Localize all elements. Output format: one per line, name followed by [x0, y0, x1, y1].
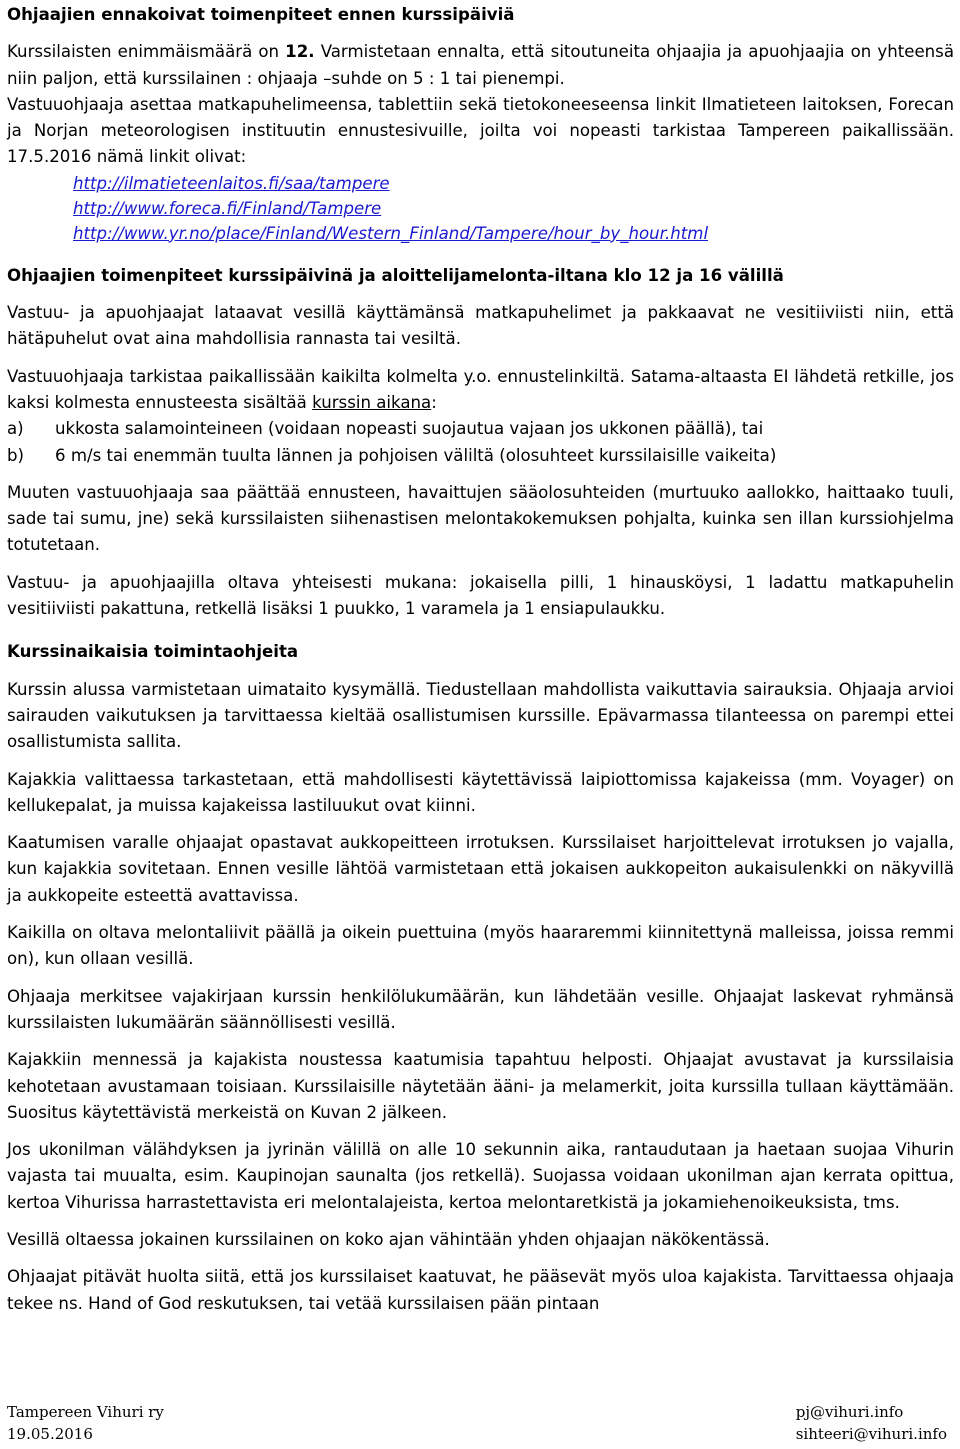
footer-email-secretary: sihteeri@vihuri.info: [795, 1425, 947, 1443]
max-participants-value: 12.: [285, 42, 315, 62]
footer-left: [7, 1401, 164, 1445]
footer-email-chair: pj@vihuri.info: [795, 1403, 904, 1421]
list-marker: b): [7, 445, 25, 465]
section-heading-preparation: Ohjaajien ennakoivat toimenpiteet ennen kurssipäiviä: [7, 5, 515, 24]
paragraph-leader-decision: Muuten vastuuohjaaja saa päättää ennusteen, havaittujen sääolosuhteiden (murtuuko aallokko, haittaako tuuli, sade tai sumu, jne) sekä kurssilaisten siihenastisen melontakokemuksen pohjalta, kuinka sen illan kurssiohjelma totutetaan.: [7, 482, 954, 555]
paragraph-instruction: Kurssin alussa varmistetaan uimataito kysymällä. Tiedustellaan mahdollista vaikuttavia sairauksia. Ohjaaja arvioi sairauden vaikutuksen ja tarvittaessa kieltää osallistumisen kurssille. Epävarmassa tilanteessa on parempi ettei osallistumista sallita.: [7, 679, 954, 752]
footer-right: [796, 1401, 947, 1445]
link-foreca[interactable]: http://www.foreca.fi/Finland/Tampere: [73, 198, 382, 218]
document-body: [7, 0, 954, 1317]
page-footer: [7, 1401, 947, 1445]
paragraph-instruction: Kajakkiin mennessä ja kajakista noustessa kaatumisia tapahtuu helposti. Ohjaajat avustavat ja kurssilaisia kehotetaan avustamaan toisiaan. Kurssilaisille näytetään ääni- ja melamerkit, joita kurssilla tullaan käyttämään. Suositus käytettävistä merkeistä on Kuvan 2 jälkeen.: [7, 1050, 954, 1122]
list-item: [7, 443, 954, 469]
list-item: [7, 416, 954, 442]
list-marker: a): [7, 419, 24, 439]
link-ilmatieteenlaitos[interactable]: http://ilmatieteenlaitos.fi/saa/tampere: [73, 173, 390, 193]
list-text: 6 m/s tai enemmän tuulta lännen ja pohjoisen väliltä (olosuhteet kurssilaisille vaikeita): [55, 445, 777, 465]
footer-org: Tampereen Vihuri ry: [7, 1403, 164, 1421]
link-yr[interactable]: http://www.yr.no/place/Finland/Western_Finland/Tampere/hour_by_hour.html: [73, 223, 709, 243]
footer-date: 19.05.2016: [7, 1425, 93, 1443]
paragraph-instruction: Ohjaajat pitävät huolta siitä, että jos kurssilaiset kaatuvat, he pääsevät myös uloa kajakista. Tarvittaessa ohjaaja tekee ns. Hand of God reskutuksen, tai vetää kurssilaisen pään pintaan: [7, 1267, 954, 1313]
paragraph-instruction: Vesillä oltaessa jokainen kurssilainen on koko ajan vähintään yhden ohjaajan näkökentässä.: [7, 1229, 770, 1249]
paragraph-weather-links: Vastuuohjaaja asettaa matkapuhelimeensa, tablettiin sekä tietokoneeseensa linkit Ilmatieteen laitoksen, Forecan ja Norjan meteorologisen instituutin ennustesivuille, joilta voi nopeasti tarkistaa Tampereen paikallissään. 17.5.2016 nämä linkit olivat:: [7, 94, 954, 167]
paragraph-instruction: Jos ukonilman välähdyksen ja jyrinän välillä on alle 10 sekunnin aika, rantaudutaan ja haetaan suojaa Vihurin vajasta tai muualta, esim. Kaupinojan saunalta (jos retkellä). Suojassa voidaan ukonilman ajan kerrata opittua, kertoa Vihurissa harrastettavista eri melontalajeista, kertoa melontaretkistä ja jokamiehenoikeuksista, tms.: [7, 1140, 954, 1212]
paragraph-max-participants: Kurssilaisten enimmäismäärä on 12. Varmistetaan ennalta, että sitoutuneita ohjaajia ja apuohjaajia on yhteensä niin paljon, että kurssilainen : ohjaaja –suhde on 5 : 1 tai pienempi.: [7, 42, 954, 88]
list-text: ukkosta salamointeineen (voidaan nopeasti suojautua vajaan jos ukkonen päällä), tai: [55, 419, 764, 439]
section-heading-instructions: Kurssinaikaisia toimintaohjeita: [7, 642, 299, 662]
paragraph-equipment: Vastuu- ja apuohjaajilla oltava yhteisesti mukana: jokaisella pilli, 1 hinausköysi, 1 ladattu matkapuhelin vesitiiviisti pakattuna, retkellä lisäksi 1 puukko, 1 varamela ja 1 ensiapulaukku.: [7, 572, 954, 619]
paragraph-instruction: Kaatumisen varalle ohjaajat opastavat aukkopeitteen irrotuksen. Kurssilaiset harjoittelevat irrotuksen jo vajalla, kun kajakkia sovitetaan. Ennen vesille lähtöä varmistetaan että jokaisen aukkopeiton aukaisulenkki on näkyvillä ja aukkopeite esteettä avattavissa.: [7, 833, 954, 905]
paragraph-instruction: Ohjaaja merkitsee vajakirjaan kurssin henkilölukumäärän, kun lähdetään vesille. Ohjaajat laskevat ryhmänsä kurssilaisten lukumäärän säännöllisesti vesillä.: [7, 986, 954, 1032]
paragraph-instruction: Kajakkia valittaessa tarkastetaan, että mahdollisesti käytettävissä laipiottomissa kajakeissa (mm. Voyager) on kellukepalat, ja muissa kajakeissa lastiluukut ovat kiinni.: [7, 769, 954, 815]
paragraph-instruction: Kaikilla on oltava melontaliivit päällä ja oikein puettuina (myös haararemmi kiinnitettynä malleissa, joissa remmi on), kun ollaan vesillä.: [7, 923, 954, 969]
paragraph-phones: Vastuu- ja apuohjaajat lataavat vesillä käyttämänsä matkapuhelimet ja pakkaavat ne vesitiiviisti niin, että hätäpuhelut ovat aina mahdollisia rannasta tai vesiltä.: [7, 303, 954, 349]
section-heading-course-days: Ohjaajien toimenpiteet kurssipäivinä ja aloittelijamelonta-iltana klo 12 ja 16 välillä: [7, 265, 784, 285]
paragraph-weather-check: Vastuuohjaaja tarkistaa paikallissään kaikilta kolmelta y.o. ennustelinkiltä. Satama-altaasta EI lähdetä retkille, jos kaksi kolmesta ennusteesta sisältää kurssin aikana:: [7, 366, 954, 412]
